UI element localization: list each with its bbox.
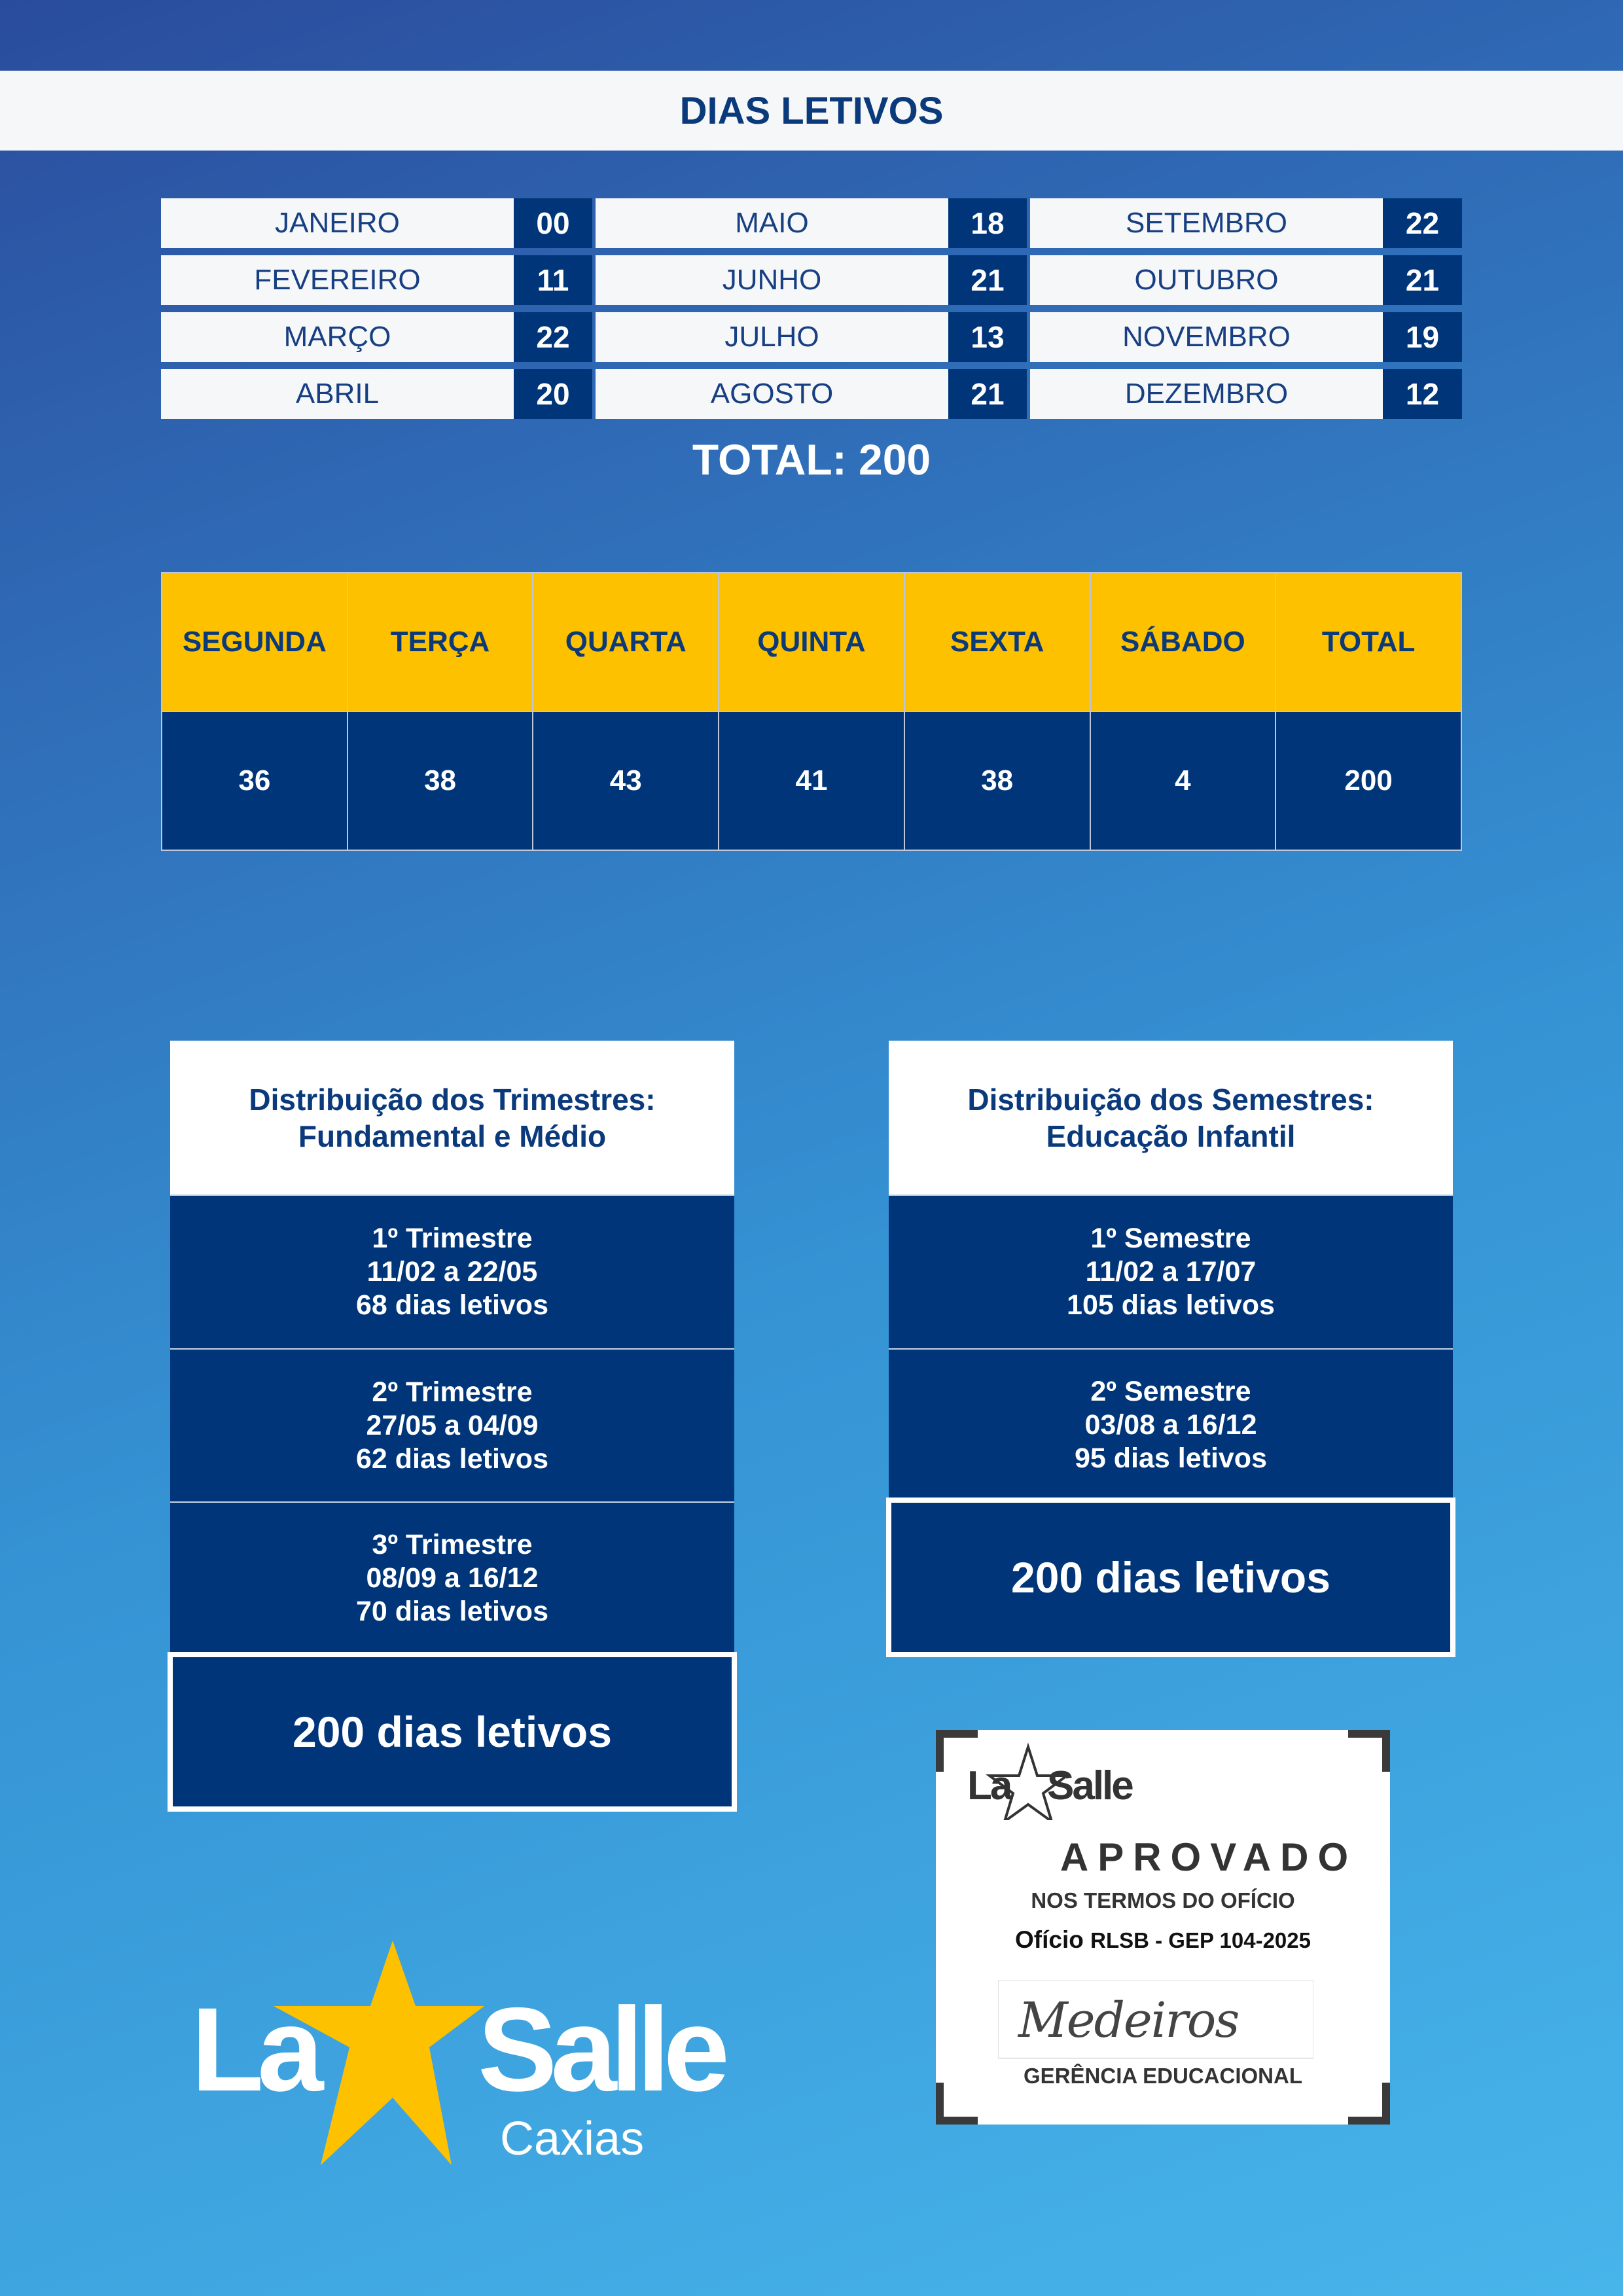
month-name: MARÇO [161, 312, 514, 362]
weekday-value: 38 [904, 711, 1090, 850]
month-days: 22 [1383, 198, 1462, 248]
month-days: 12 [1383, 369, 1462, 419]
month-days: 19 [1383, 312, 1462, 362]
period-days: 105 dias letivos [1067, 1289, 1275, 1321]
month-name: JANEIRO [161, 198, 514, 248]
approval-stamp [936, 1730, 1390, 2125]
month-days: 13 [948, 312, 1027, 362]
weekday-header: TERÇA [348, 573, 533, 711]
period-name: 1º Semestre [1090, 1223, 1251, 1254]
weekday-value: 200 [1275, 711, 1461, 850]
period-name: 3º Trimestre [372, 1528, 533, 1560]
weekday-header-row [162, 573, 1461, 711]
weekday-value: 43 [533, 711, 719, 850]
weekday-header: SEGUNDA [162, 573, 348, 711]
month-name: AGOSTO [596, 369, 948, 419]
trimestre-row [170, 1194, 734, 1348]
trimestre-row [170, 1501, 734, 1653]
weekday-value: 4 [1090, 711, 1276, 850]
stamp-corner [1348, 2083, 1390, 2125]
weekday-header: QUARTA [533, 573, 719, 711]
month-name: DEZEMBRO [1030, 369, 1383, 419]
month-days: 21 [1383, 255, 1462, 305]
svg-text:Salle: Salle [1047, 1763, 1132, 1808]
stamp-oficio-ref: RLSB - GEP 104-2025 [1090, 1928, 1311, 1952]
month-name: JULHO [596, 312, 948, 362]
month-days: 21 [948, 255, 1027, 305]
month-days: 11 [514, 255, 592, 305]
stamp-logo-star-icon [966, 1742, 1175, 1820]
weekday-header: TOTAL [1275, 573, 1461, 711]
lasalle-logo [190, 1931, 766, 2173]
title-band [0, 71, 1623, 151]
month-name: JUNHO [596, 255, 948, 305]
logo-city: Caxias [500, 2113, 645, 2165]
semestre-row [889, 1348, 1453, 1500]
period-range: 11/02 a 22/05 [366, 1256, 538, 1287]
period-name: 2º Semestre [1090, 1375, 1251, 1407]
month-name: OUTUBRO [1030, 255, 1383, 305]
month-days: 22 [514, 312, 592, 362]
page-title: DIAS LETIVOS [679, 89, 944, 132]
month-name: ABRIL [161, 369, 514, 419]
period-name: 2º Trimestre [372, 1376, 533, 1408]
weekday-value: 36 [162, 711, 348, 850]
weekday-value: 41 [719, 711, 904, 850]
trimestres-title-line1: Distribuição dos Trimestres: [249, 1082, 656, 1117]
stamp-corner [936, 2083, 978, 2125]
logo-word-salle: Salle [478, 1982, 723, 2116]
stamp-footer: GERÊNCIA EDUCACIONAL [1024, 2064, 1302, 2088]
total-days: TOTAL: 200 [692, 435, 931, 484]
stamp-oficio-word: Ofício [1014, 1926, 1084, 1953]
svg-text:La: La [967, 1763, 1011, 1808]
period-days: 95 dias letivos [1075, 1442, 1267, 1474]
month-days: 18 [948, 198, 1027, 248]
month-name: NOVEMBRO [1030, 312, 1383, 362]
period-days: 68 dias letivos [356, 1289, 548, 1321]
signature-box [998, 1980, 1313, 2058]
stamp-oficio [936, 1926, 1390, 1954]
semestre-row [889, 1194, 1453, 1348]
period-range: 08/09 a 16/12 [366, 1562, 539, 1594]
period-days: 70 dias letivos [356, 1595, 548, 1627]
period-name: 1º Trimestre [372, 1223, 533, 1254]
weekday-table [161, 572, 1462, 851]
semestres-total: 200 dias letivos [886, 1498, 1455, 1657]
weekday-value: 38 [348, 711, 533, 850]
month-name: SETEMBRO [1030, 198, 1383, 248]
weekday-values-row [162, 711, 1461, 850]
trimestre-row [170, 1348, 734, 1501]
semestres-title-line2: Educação Infantil [1046, 1119, 1296, 1153]
stamp-status: APROVADO [1060, 1835, 1358, 1879]
trimestres-total: 200 dias letivos [168, 1652, 737, 1812]
stamp-corner [1348, 1730, 1390, 1772]
month-days: 21 [948, 369, 1027, 419]
period-range: 03/08 a 16/12 [1084, 1408, 1257, 1441]
stamp-subtitle: NOS TERMOS DO OFÍCIO [1031, 1888, 1295, 1912]
trimestres-title-line2: Fundamental e Médio [298, 1119, 607, 1153]
month-name: FEVEREIRO [161, 255, 514, 305]
month-days: 00 [514, 198, 592, 248]
weekday-header: QUINTA [719, 573, 904, 711]
signature: Medeiros [1018, 1992, 1239, 2049]
month-name: MAIO [596, 198, 948, 248]
semestres-title-line1: Distribuição dos Semestres: [967, 1082, 1374, 1117]
trimestres-header [170, 1041, 734, 1194]
logo-word-la: La [191, 1982, 317, 2116]
month-days: 20 [514, 369, 592, 419]
period-range: 11/02 a 17/07 [1085, 1256, 1257, 1287]
stamp-logo [966, 1742, 1175, 1820]
period-range: 27/05 a 04/09 [366, 1409, 539, 1441]
weekday-header: SEXTA [904, 573, 1090, 711]
weekday-header: SÁBADO [1090, 573, 1276, 711]
semestres-header [889, 1041, 1453, 1194]
period-days: 62 dias letivos [356, 1443, 548, 1475]
